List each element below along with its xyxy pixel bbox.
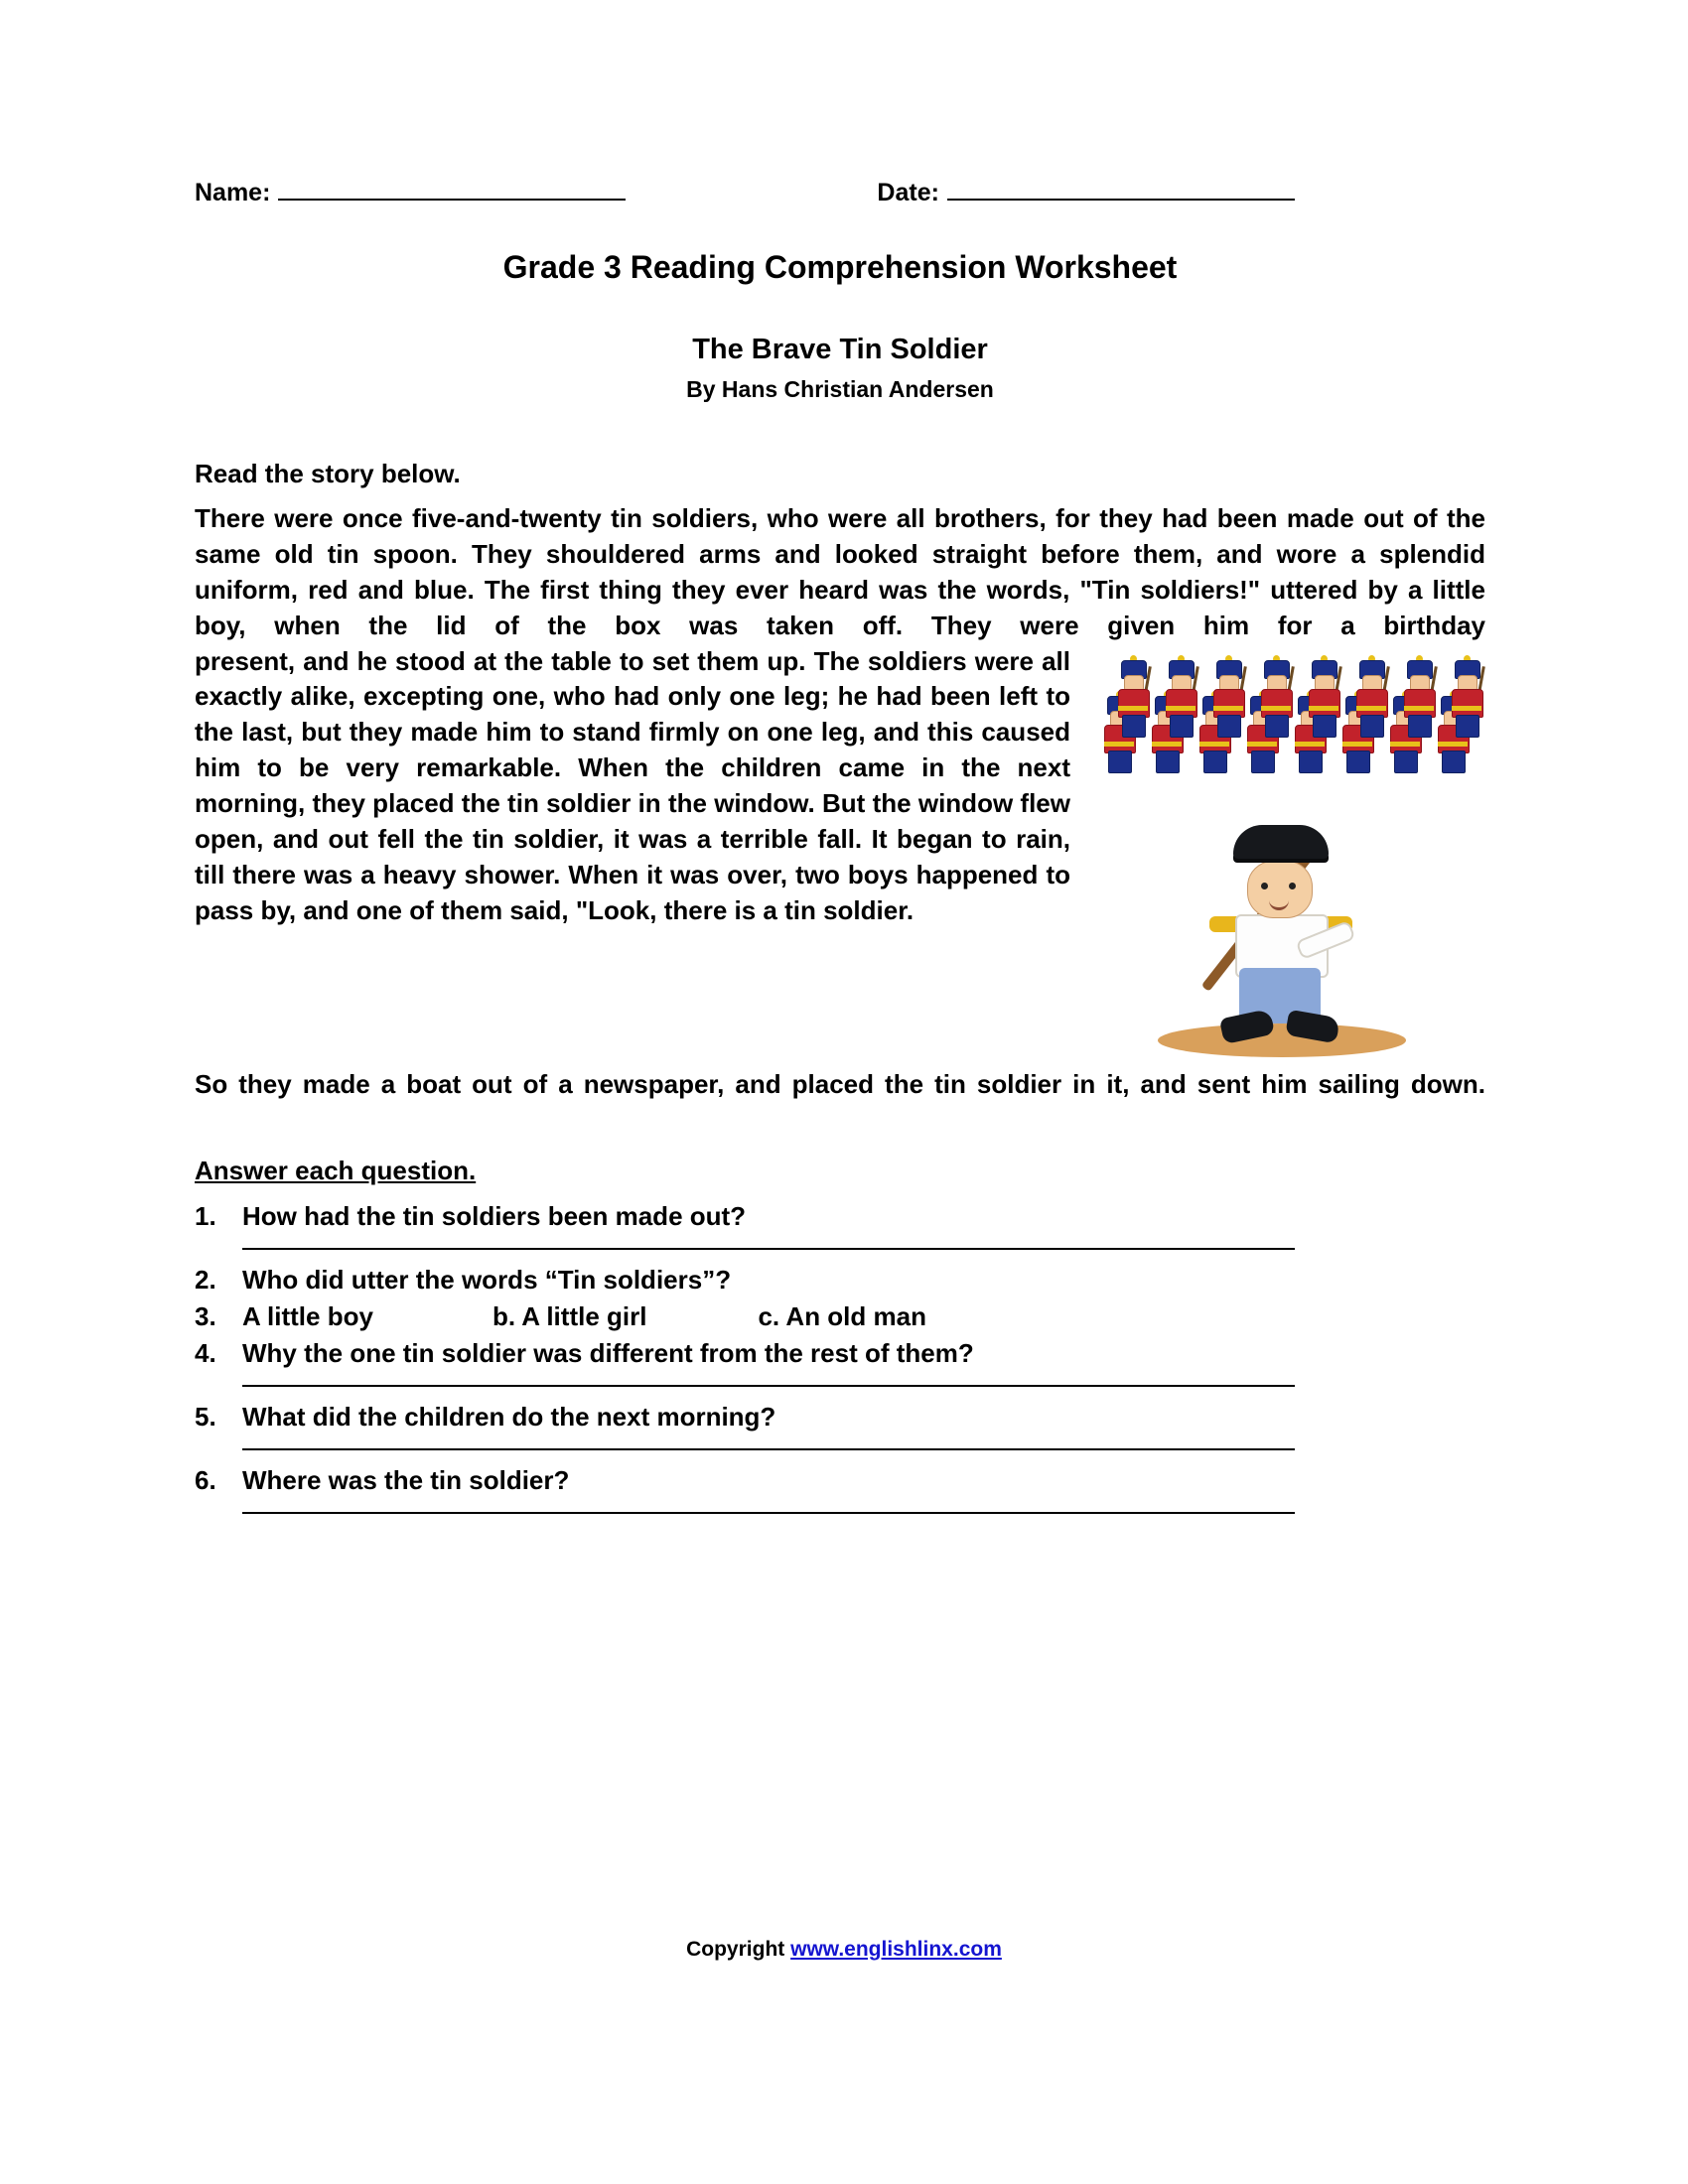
answer-line[interactable] <box>242 1384 1295 1387</box>
option-row <box>242 1298 1485 1335</box>
single-tin-soldier-icon <box>1148 819 1436 1067</box>
question-text: Why the one tin soldier was different from the rest of them? <box>242 1338 974 1369</box>
story-title: The Brave Tin Soldier <box>692 334 988 365</box>
question-text: Where was the tin soldier? <box>242 1464 570 1495</box>
question-number: 3. <box>195 1301 216 1332</box>
date-block <box>877 179 1295 207</box>
question-number: 1. <box>195 1201 216 1232</box>
website-link[interactable]: www.englishlinx.com <box>790 1938 1002 1961</box>
question-item <box>195 1335 1485 1372</box>
option-c[interactable]: c. An old man <box>758 1301 926 1332</box>
question-list <box>195 1198 1485 1513</box>
name-input-line[interactable] <box>278 181 626 201</box>
question-item <box>195 1399 1485 1435</box>
date-label: Date: <box>877 179 939 206</box>
question-number: 2. <box>195 1265 216 1296</box>
question-item <box>195 1262 1485 1298</box>
question-text: Who did utter the words “Tin soldiers”? <box>242 1265 732 1296</box>
question-text: How had the tin soldiers been made out? <box>242 1201 747 1232</box>
read-instruction: Read the story below. <box>195 459 461 488</box>
question-number: 5. <box>195 1402 216 1432</box>
story-paragraph-2: present, and he stood at the table to set them up. The soldiers were all exactly alike, excepting one, who had only one leg; he had been left to the last, but they made him to stand firmly on one leg, and this caused him to be very remarkable. When the children came in the next morning, they placed the tin soldier in the window. But the window flew open, and out fell the tin soldier, it was a terrible fall. It began to rain, till there was a heavy shower. When it was over, two boys happened to pass by, and one of them said, "Look, there is a tin soldier. <box>195 645 1070 925</box>
answer-heading: Answer each question. <box>195 1156 477 1186</box>
option-b[interactable]: b. A little girl <box>492 1301 647 1332</box>
answer-line[interactable] <box>242 1511 1295 1514</box>
name-label: Name: <box>195 179 271 206</box>
question-item <box>195 1462 1485 1499</box>
page-title: Grade 3 Reading Comprehension Worksheet <box>502 249 1178 285</box>
story-paragraph-1: There were once five-and-twenty tin soldiers, who were all brothers, for they had been made out of the same old tin spoon. They shouldered arms and looked straight before them, and wore a splendid uniform, red and blue. The first thing they ever heard was the words, "Tin soldiers!" uttered by a little boy, when the lid of the box was taken off. They were given him for a birthday <box>195 503 1485 640</box>
tin-soldier-illustration <box>1088 650 1485 1067</box>
name-date-row <box>195 179 1485 207</box>
question-item <box>195 1198 1485 1235</box>
question-item-options <box>195 1298 1485 1335</box>
date-input-line[interactable] <box>947 181 1295 201</box>
tin-soldier-troop-icon <box>1098 656 1487 805</box>
story-paragraph-3: So they made a boat out of a newspaper, and placed the tin soldier in it, and sent him sailing down. <box>195 1068 1485 1099</box>
option-a[interactable]: A little boy <box>242 1301 373 1332</box>
question-number: 4. <box>195 1338 216 1369</box>
copyright-label: Copyright <box>686 1938 785 1961</box>
story-author: By Hans Christian Andersen <box>686 376 994 402</box>
question-number: 6. <box>195 1464 216 1495</box>
worksheet-content <box>195 179 1485 1526</box>
question-text: What did the children do the next morning? <box>242 1402 776 1432</box>
story-body <box>195 501 1485 1102</box>
answer-line[interactable] <box>242 1447 1295 1450</box>
answer-line[interactable] <box>242 1247 1295 1250</box>
footer <box>0 1938 1688 1962</box>
